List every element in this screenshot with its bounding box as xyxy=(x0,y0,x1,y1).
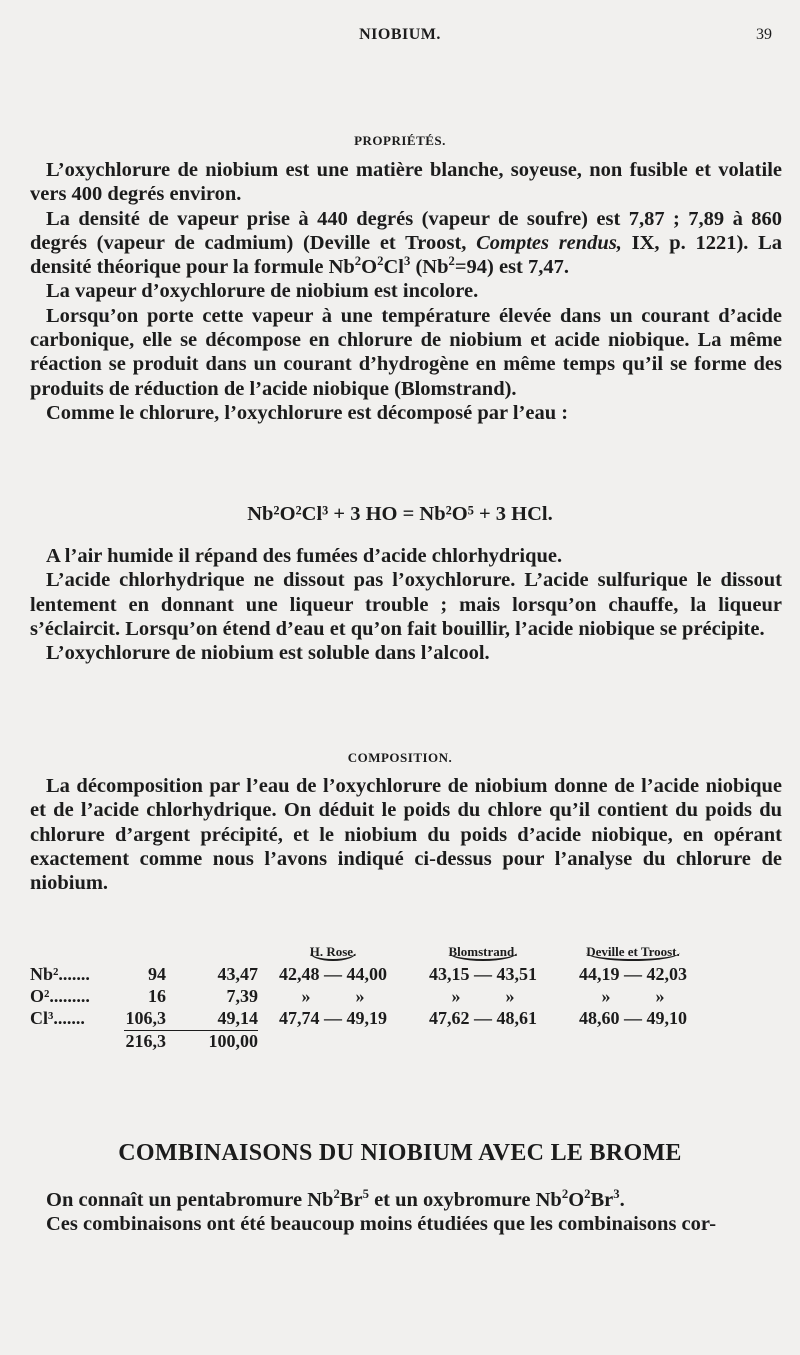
column-header: Deville et Troost. xyxy=(586,944,680,959)
running-head xyxy=(0,26,800,50)
citation: Comptes rendus, xyxy=(476,231,622,254)
paragraph: Comme le chlorure, l’oxychlorure est décomposé par l’eau : xyxy=(46,401,569,424)
column-header: Blomstrand. xyxy=(448,944,518,959)
table-header-row xyxy=(30,944,708,964)
paragraph: L’acide chlorhydrique ne dissout pas l’oxychlorure. L’acide sulfurique le dissout lentement en donnant une liqueur trouble ; mais lorsqu’on chauffe, la liqueur s’éclaircit. Lorsqu’on étend d’eau et qu’on fait bouillir, l’acide niobique se précipite. xyxy=(30,569,782,640)
brome-body xyxy=(30,1188,782,1237)
paragraph: A l’air humide il répand des fumées d’acide chlorhydrique. xyxy=(46,545,563,567)
page-number: 39 xyxy=(756,26,772,43)
paragraph: L’oxychlorure de niobium est une matière blanche, soyeuse, non fusible et volatile vers 400 degrés environ. xyxy=(30,159,782,206)
section-heading-composition: COMPOSITION. xyxy=(347,750,453,765)
reaction-formula: Nb²O²Cl³ + 3 HO = Nb²O⁵ + 3 HCl. xyxy=(247,503,553,525)
table-row: Cl³....... 106,3 49,14 47,74 — 49,19 47,62 — 48,61 48,60 — 49,10 xyxy=(30,1008,687,1028)
paragraph: L’oxychlorure de niobium est soluble dans l’alcool. xyxy=(46,642,490,665)
composition-table xyxy=(30,944,708,1053)
proprietes-body xyxy=(30,158,782,425)
paragraph-densite: La densité de vapeur prise à 440 degrés (vapeur de soufre) est 7,87 ; 7,89 à 860 degrés (vapeur de cadmium) (Deville et Troost, Comptes rendus, IX, p. 1221). La densité théorique pour la formule $Nb^2O^2Cl^3$ $(Nb^2=94)$ est 7,47. xyxy=(30,207,783,279)
table-total-row: 216,3 100,00 xyxy=(125,1031,258,1051)
paragraph: La décomposition par l’eau de l’oxychlorure de niobium donne de l’acide niobique et de l’acide chlorhydrique. On déduit le poids du chlore qu’il contient du poids du chlorure d’argent précipité, et le niobium du poids d’acide niobique, en opérant exactement comme nous l’avons indiqué ci-dessus pour l’analyse du chlorure de niobium. xyxy=(30,775,782,895)
composition-body xyxy=(30,774,782,895)
paragraph: Ces combinaisons ont été beaucoup moins étudiées que les combinaisons cor- xyxy=(46,1213,717,1236)
section-heading-proprietes: PROPRIÉTÉS. xyxy=(354,133,446,148)
paragraph: On connaît un pentabromure Nb$^2$Br$^5$ et un oxybromure $Nb^2O^2Br^3$. xyxy=(46,1187,625,1211)
running-head-title: NIOBIUM. xyxy=(359,26,441,43)
column-header: H. Rose. xyxy=(309,944,357,959)
table-row: Nb²....... 94 43,47 42,48 — 44,00 43,15 — 43,51 44,19 — 42,03 xyxy=(30,964,687,984)
table-row: O²......... 16 7,39 » » » » » » xyxy=(30,986,665,1006)
proprietes-body-continued xyxy=(30,544,782,665)
section-heading-brome: COMBINAISONS DU NIOBIUM AVEC LE BROME xyxy=(118,1140,682,1166)
paragraph: Lorsqu’on porte cette vapeur à une température élevée dans un courant d’acide carbonique, elle se décompose en chlorure de niobium et acide niobique. La même réaction se produit dans un courant d’hydrogène en même temps qu’il se forme des produits de réduction de l’acide niobique (Blomstrand). xyxy=(30,304,782,400)
paragraph: La vapeur d’oxychlorure de niobium est incolore. xyxy=(46,280,479,303)
